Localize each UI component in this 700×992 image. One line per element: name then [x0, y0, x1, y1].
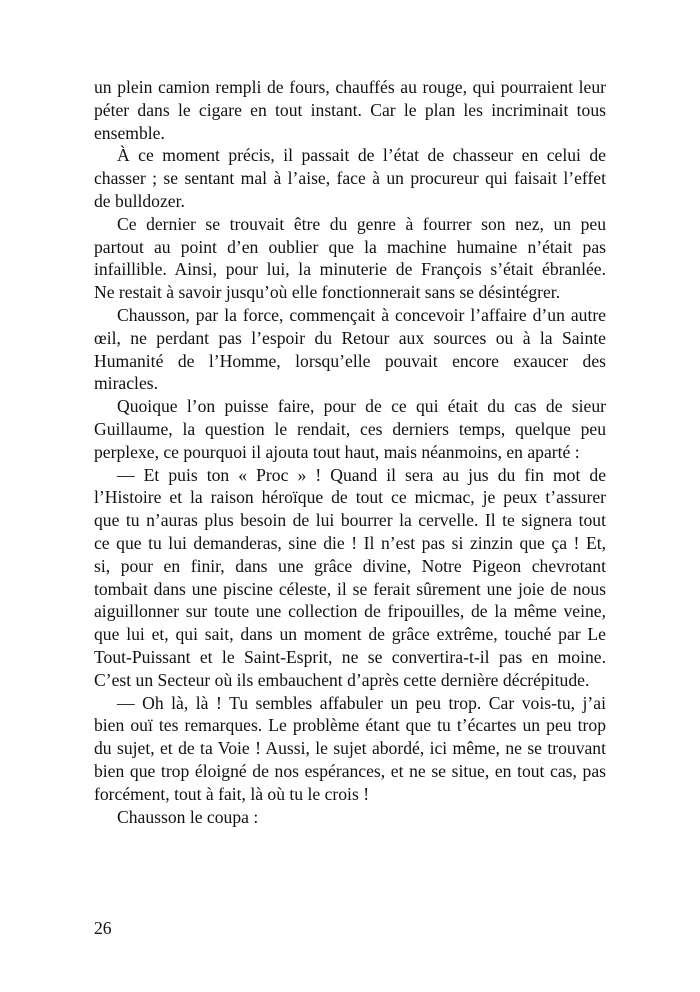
text-line: ce que tu lui demanderas, sine die ! Il n’est pas si zinzin que ça ! Et, [94, 532, 606, 553]
text-line: du sujet, et de ta Voie ! Aussi, le sujet abordé, ici même, ne se trouvant [94, 738, 606, 759]
page-number: 26 [94, 918, 112, 938]
paragraph [94, 692, 606, 806]
text-line: Tout-Puissant et le Saint-Esprit, ne se convertira-t-il pas en moine. [94, 646, 606, 667]
paragraph [94, 76, 606, 144]
paragraph [94, 464, 606, 692]
text-line: perplexe, ce pourquoi il ajouta tout haut, mais néanmoins, en aparté : [94, 441, 580, 462]
text-line: Ce dernier se trouvait être du genre à fourrer son nez, un peu [117, 213, 606, 234]
text-line: — Oh là, là ! Tu sembles affabuler un peu trop. Car vois-tu, j’ai [117, 692, 606, 713]
text-line: péter dans le cigare en tout instant. Car le plan les incriminait tous [94, 99, 606, 120]
text-line: partout au point d’en oublier que la machine humaine n’était pas [94, 236, 606, 257]
text-line: bien que trop éloigné de nos espérances, et ne se situe, en tout cas, pas [94, 760, 606, 781]
text-line: Chausson, par la force, commençait à concevoir l’affaire d’un autre [117, 304, 606, 325]
text-line: Quoique l’on puisse faire, pour de ce qui était du cas de sieur [117, 396, 606, 417]
text-line: chasser ; se sentant mal à l’aise, face à un procureur qui faisait l’effet [94, 168, 606, 189]
text-line: que lui et, qui sait, dans un moment de grâce extrême, touché par Le [94, 624, 606, 645]
text-line: C’est un Secteur où ils embauchent d’après cette dernière décrépitude. [94, 669, 590, 690]
text-line: bien ouï tes remarques. Le problème étant que tu t’écartes un peu trop [94, 715, 606, 736]
text-line: œil, ne perdant pas l’espoir du Retour aux sources ou à la Sainte [94, 327, 606, 348]
text-line: ensemble. [94, 122, 165, 143]
text-line: l’Histoire et la raison héroïque de tout ce micmac, je peux t’assurer [94, 487, 606, 508]
text-line: Chausson le coupa : [117, 806, 259, 827]
text-line: aiguillonner sur toute une collection de fripouilles, de la même veine, [94, 601, 606, 622]
text-line: un plein camion rempli de fours, chauffés au rouge, qui pourraient leur [94, 77, 606, 97]
text-line: forcément, tout à fait, là où tu le crois ! [94, 783, 370, 804]
text-line: infaillible. Ainsi, pour lui, la minuterie de François s’était ébranlée. [94, 259, 606, 280]
text-line: de bulldozer. [94, 190, 185, 211]
text-line: si, pour en finir, dans une grâce divine, Notre Pigeon chevrotant [94, 555, 606, 576]
paragraph [94, 806, 606, 829]
text-line: À ce moment précis, il passait de l’état de chasseur en celui de [117, 145, 606, 166]
page-body [94, 76, 606, 828]
text-line: que tu n’auras plus besoin de lui bourrer la cervelle. Il te signera tout [94, 510, 606, 531]
paragraph [94, 304, 606, 395]
text-line: Ne restait à savoir jusqu’où elle fonctionnerait sans se désintégrer. [94, 282, 561, 303]
paragraph [94, 395, 606, 463]
text-line: tombait dans une piscine céleste, il se ferait sûrement une joie de nous [94, 578, 606, 599]
text-line: — Et puis ton « Proc » ! Quand il sera au jus du fin mot de [117, 464, 606, 485]
text-line: Humanité de l’Homme, lorsqu’elle pouvait encore exaucer des [94, 350, 606, 371]
text-line: Guillaume, la question le rendait, ces derniers temps, quelque peu [94, 418, 606, 439]
paragraph [94, 213, 606, 304]
paragraph [94, 144, 606, 212]
text-line: miracles. [94, 373, 158, 394]
